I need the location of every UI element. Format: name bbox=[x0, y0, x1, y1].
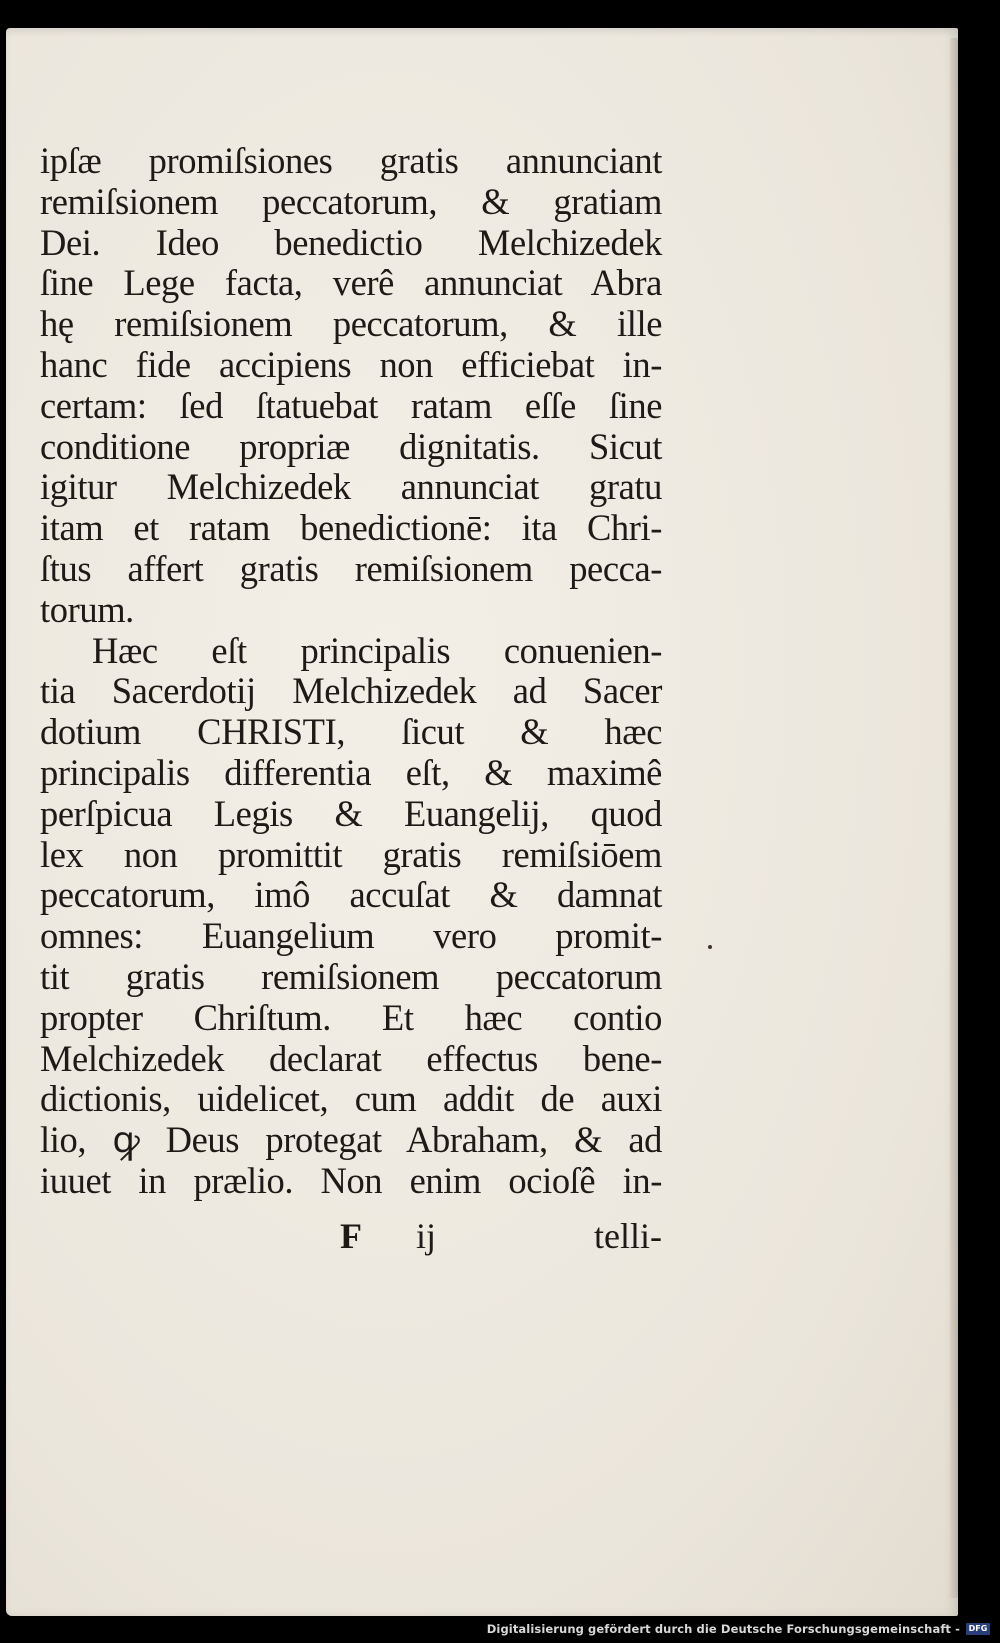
text-line: omnes: Euangelium vero promit- bbox=[40, 915, 662, 957]
text-line: dictionis, uidelicet, cum addit de auxi bbox=[40, 1078, 662, 1120]
text-line: hę remiſsionem peccatorum, & ille bbox=[40, 303, 662, 345]
text-line: ſtus affert gratis remiſsionem pecca- bbox=[40, 547, 662, 589]
text-line: remiſsionem peccatorum, & gratiam bbox=[40, 180, 662, 222]
ink-speck bbox=[708, 945, 712, 949]
catchline bbox=[40, 1215, 662, 1259]
text-line: principalis differentia eſt, & maximê bbox=[40, 751, 662, 793]
text-line: tia Sacerdotij Melchizedek ad Sacer bbox=[40, 670, 662, 712]
text-block bbox=[40, 141, 662, 1202]
text-line: conditione propriæ dignitatis. Sicut bbox=[40, 425, 662, 467]
catchword: telli- bbox=[594, 1216, 662, 1256]
book-page bbox=[6, 28, 958, 1616]
text-line: Melchizedek declarat effectus bene- bbox=[40, 1037, 662, 1079]
text-line: ipſæ promiſsiones gratis annunciant bbox=[40, 140, 662, 181]
footer-bar bbox=[0, 1616, 1000, 1643]
signature-number: ij bbox=[416, 1216, 437, 1256]
text-line: perſpicua Legis & Euangelij, quod bbox=[40, 792, 662, 834]
text-line: certam: ſed ſtatuebat ratam eſſe ſine bbox=[40, 384, 662, 426]
text-line: igitur Melchizedek annunciat gratu bbox=[40, 466, 662, 508]
text-line: Hæc eſt principalis conuenien- bbox=[92, 629, 662, 671]
dfg-logo: DFG bbox=[966, 1623, 990, 1635]
text-line: lio, ꝙ Deus protegat Abraham, & ad bbox=[40, 1119, 662, 1161]
text-line: tit gratis remiſsionem peccatorum bbox=[40, 955, 662, 997]
text-line: torum. bbox=[40, 588, 134, 630]
text-line: Dei. Ideo benedictio Melchizedek bbox=[40, 221, 662, 263]
text-line: ſine Lege facta, verê annunciat Abra bbox=[40, 262, 662, 304]
text-line: itam et ratam benedictionē: ita Chri- bbox=[40, 507, 662, 549]
text-line: propter Chriſtum. Et hæc contio bbox=[40, 996, 662, 1038]
page-edge bbox=[950, 38, 958, 1598]
text-line: peccatorum, imô accuſat & damnat bbox=[40, 874, 662, 916]
text-line: lex non promittit gratis remiſsiōem bbox=[40, 833, 662, 875]
text-line: hanc fide accipiens non efficiebat in- bbox=[40, 343, 662, 385]
text-line: dotium CHRISTI, ſicut & hæc bbox=[40, 711, 662, 753]
digitization-credit: Digitalisierung gefördert durch die Deutsche Forschungsgemeinschaft - bbox=[486, 1622, 960, 1636]
text-line: iuuet in prælio. Non enim ocioſê in- bbox=[40, 1159, 662, 1201]
signature-mark: F bbox=[340, 1216, 362, 1256]
